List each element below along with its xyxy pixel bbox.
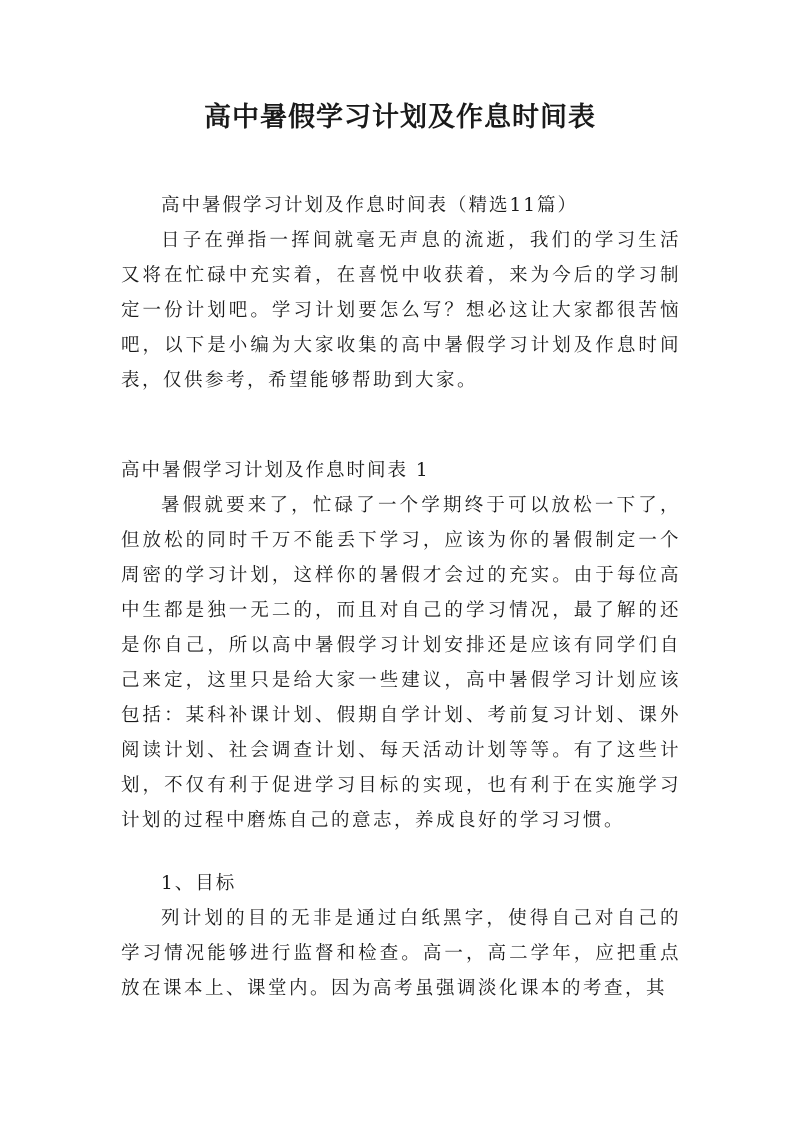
document-title: 高中暑假学习计划及作息时间表 (204, 102, 596, 133)
point-heading-goal: 1、目标 (161, 873, 237, 894)
section-heading-1: 高中暑假学习计划及作息时间表 1 (121, 460, 430, 481)
section-1-paragraph: 暑假就要来了，忙碌了一个学期终于可以放松一下了，但放松的同时千万不能丢下学习，应该为你的暑假制定一个周密的学习计划，这样你的暑假才会过的充实。由于每位高中生都是独一无二的，而且对自己的学习情况，最了解的还是你自己，所以高中暑假学习计划安排还是应该有同学们自己来定，这里只是给大家一些建议，高中暑假学习计划应该包括：某科补课计划、假期自学计划、考前复习计划、课外阅读计划、社会调查计划、每天活动计划等等。有了这些计划，不仅有利于促进学习目标的实现，也有利于在实施学习计划的过程中磨炼自己的意志，养成良好的学习习惯。 (121, 495, 681, 831)
intro-paragraph: 日子在弹指一挥间就毫无声息的流逝，我们的学习生活又将在忙碌中充实着，在喜悦中收获着，来为今后的学习制定一份计划吧。学习计划要怎么写？想必这让大家都很苦恼吧，以下是小编为大家收集的高中暑假学习计划及作息时间表，仅供参考，希望能够帮助到大家。 (121, 230, 681, 391)
document-subtitle: 高中暑假学习计划及作息时间表（精选11篇） (161, 195, 579, 216)
point-1-paragraph: 列计划的目的无非是通过白纸黑字，使得自己对自己的学习情况能够进行监督和检查。高一，高二学年，应把重点放在课本上、课堂内。因为高考虽强调淡化课本的考查，其 (121, 908, 681, 999)
